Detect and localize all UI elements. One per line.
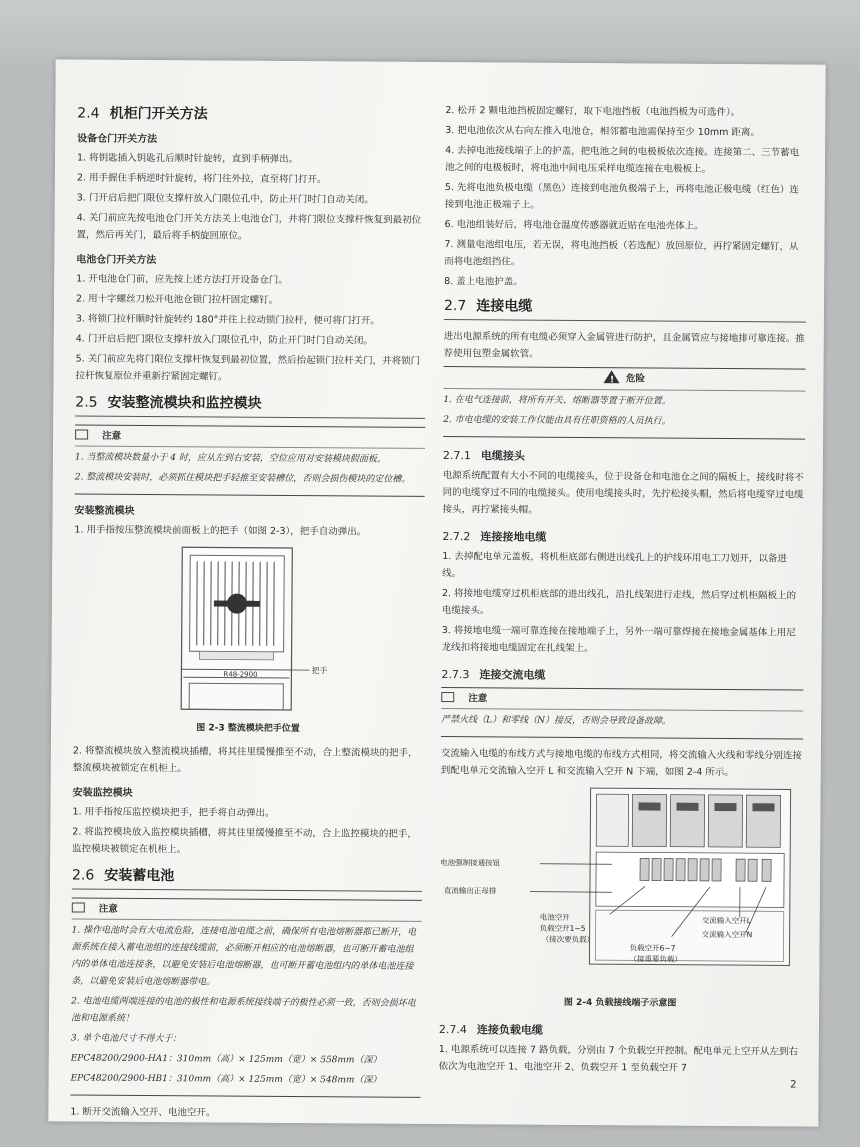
paragraph: 2. 用手握住手柄逆时针旋转，将门往外拉，直至将门打开。 — [76, 172, 327, 186]
battery-door-title: 电池仓门开关方法 — [76, 254, 157, 267]
note-item: 2. 整流模块安装时，必须抓住模块把手轻推至安装槽位，否则会损伤模块的定位槽。 — [74, 472, 411, 485]
paragraph: 4. 门开启后把门限位支撑杆放入门限位孔中，防止开门时门自动关闭。 — [75, 333, 373, 347]
figure-caption: 图 2-3 整流模块把手位置 — [196, 723, 300, 735]
paragraph: 5. 关门前应先将门限位支撑杆恢复到最初位置，然后抬起锁门拉杆关门，并将锁门拉杆恢复原位并重新拧紧固定螺钉。 — [75, 353, 421, 383]
paragraph: 进出电源系统的所有电缆必须穿入金属管进行防护，且金属管应与接地排可靠连接。推荐使用包塑金属软管。 — [443, 331, 805, 360]
section-2-7-4-heading: 2.7.4 连接负载电缆 — [438, 1023, 543, 1037]
paragraph: 1. 用手指按压整流模块前面板上的把手（如图 2-3），把手自动弹出。 — [74, 524, 367, 538]
paragraph: 2. 用十字螺丝刀松开电池仓锁门拉杆固定螺钉。 — [76, 293, 279, 306]
section-2-4-heading: 2.4 机柜门开关方法 — [77, 105, 208, 123]
paragraph: 1. 电源系统可以连接 7 路负载，分别由 7 个负载空开控制。配电单元上空开从左到右依次为电池空开 1、电池空开 2、负载空开 1 至负载空开 7 — [438, 1044, 799, 1074]
paragraph: 2. 将整流模块放入整流模块插槽，将其往里缓慢推至不动，合上整流模块的把手，整流模块被锁定在机柜上。 — [72, 745, 418, 775]
note-item: 2. 电池电缆两端连接的电池的极性和电源系统接线端子的极性必须一致，否则会损坏电池和电源系统！ — [70, 996, 416, 1024]
paragraph: 1. 断开交流输入空开、电池空开。 — [70, 1106, 216, 1119]
note-icon — [441, 692, 454, 702]
figure-2-4 — [439, 785, 803, 1014]
paragraph: 3. 把电池依次从右向左推入电池仓，相邻蓄电池需保持至少 10mm 距离。 — [445, 125, 760, 139]
paragraph: 3. 将接地电缆一端可靠连接在接地端子上，另外一端可靠焊接在接地金属基体上用尼龙线扣将接地电缆固定在扎线架上。 — [441, 625, 796, 655]
label-load-breaker-1-5: 负载空开1~5 — [539, 923, 586, 934]
paragraph: 3. 门开启后把门限位支撑杆放入门限位孔中，防止开门时门自动关闭。 — [76, 192, 374, 206]
paragraph: 7. 测量电池组电压，若无误，将电池挡板（若选配）放回原位，再拧紧固定螺钉，从而将电池组挡住。 — [444, 239, 799, 268]
page-number: 2 — [790, 1079, 797, 1091]
install-rect-title: 安装整流模块 — [74, 505, 135, 517]
right-column — [439, 102, 808, 1081]
note-item: 严禁火线（L）和零线（N）接反，否则会导致设备故障。 — [441, 715, 672, 727]
note-item: 1. 操作电池时会有大电流危险，连接电池电缆之前，确保所有电池熔断器都已断开，电源系统在接入蓄电池组的连接线缆前，必须断开相应的电池熔断器，也可断开蓄电池组内的单体电池连接条，以避免安装后电池熔断器，也可断开蓄电池组内的单体电池连接条，以避免安装后电池熔断器带电。 — [71, 925, 417, 988]
figure-2-3 — [73, 544, 424, 738]
document-page — [48, 59, 825, 1126]
danger-item: 2. 市电电缆的安装工作仅能由具有任职资格的人员执行。 — [443, 415, 671, 427]
label-load-breaker-6-7: 负载空开6~7 — [629, 943, 676, 953]
label-battery-force-button: 电池强制接通按钮 — [440, 858, 501, 868]
note-heading: 注意 — [72, 900, 422, 921]
paragraph: 1. 开电池仓门前，应先按上述方法打开设备仓门。 — [76, 273, 288, 286]
section-2-5-heading: 2.5 安装整流模块和监控模块 — [75, 394, 425, 418]
battery-spec: EPC48200/2900-HB1：310mm（高）× 125mm（宽）× 548mm（深） — [70, 1073, 382, 1086]
warning-icon — [604, 370, 620, 383]
paragraph: 电源系统配置有大小不同的电缆接头，位于设备仓和电池仓之间的隔板上，接线时将不同的电缆穿过不同的电缆接头。使用电缆接头时，先拧松接头帽，然后将电缆穿过电缆接头，再拧紧接头帽。 — [442, 470, 804, 516]
paragraph: 5. 先将电池负极电缆（黑色）连接到电池负极端子上，再将电池正极电缆（红色）连接到电池正极端子上。 — [444, 182, 799, 211]
install-mon-title: 安装监控模块 — [72, 787, 133, 799]
paragraph: 交流输入电缆的布线方式与接地电缆的布线方式相同，将交流输入火线和零线分别连接到配电单元交流输入空开 L 和交流输入空开 N 下端，如图 2-4 所示。 — [440, 748, 802, 779]
paragraph: 2. 将接地电缆穿过机柜底部的进出线孔，沿扎线架进行走线，然后穿过机柜隔板上的电缆接头。 — [441, 588, 797, 617]
paragraph: 6. 电池组装好后，将电池仓温度传感器就近贴在电池壳体上。 — [444, 219, 704, 232]
paragraph: 4. 关门前应先按电池仓门开关方法关上电池仓门，并将门限位支撑杆恢复到最初位置，然后再关门，最后将手柄旋回原位。 — [76, 212, 422, 242]
paragraph: 1. 将钥匙插入钥匙孔后顺时针旋转，直到手柄弹出。 — [76, 152, 299, 166]
paragraph: 1. 去掉配电单元盖板，将机柜底部右侧进出线孔上的护线环用电工刀划开，以备进线。 — [442, 551, 787, 580]
section-2-7-heading: 2.7 连接电缆 — [444, 298, 806, 323]
label-ac-input-l: 交流输入空开L — [701, 915, 751, 926]
left-column — [70, 99, 427, 1125]
note-box — [75, 424, 425, 496]
paragraph: 1. 用手指按压监控模块把手，把手将自动弹出。 — [72, 806, 275, 819]
paragraph: 8. 盖上电池护盖。 — [444, 276, 523, 288]
danger-box — [443, 366, 805, 440]
note-box — [441, 687, 803, 740]
danger-heading: !危险 — [443, 369, 805, 392]
note-item: 3. 单个电池尺寸不得大于： — [70, 1033, 182, 1045]
section-2-7-2-heading: 2.7.2 连接接地电缆 — [442, 530, 547, 544]
label-dc-positive-bus: 直流输出正母排 — [443, 886, 497, 896]
note-box — [70, 897, 421, 1097]
paragraph: 2. 将监控模块放入监控模块插槽，将其往里缓慢推至不动，合上监控模块的把手，监控模块被锁定在机柜上。 — [72, 826, 417, 856]
paragraph: 4. 去掉电池接线端子上的护盖，把电池之间的电极板依次连接。连接第二、三节蓄电池之间的电极板时，将电池中间电压采样电缆连接在电极板上。 — [444, 145, 800, 175]
note-heading: 注意 — [441, 690, 803, 712]
equip-door-title: 设备仓门开关方法 — [77, 133, 158, 146]
note-icon — [72, 902, 85, 912]
danger-item: 1. 在电气连接前，将所有开关、熔断器等置于断开位置。 — [443, 395, 671, 407]
note-heading: 注意 — [75, 427, 425, 448]
handle-label: 把手 — [311, 666, 328, 676]
paragraph: 2. 松开 2 颗电池挡板固定螺钉，取下电池挡板（电池挡板为可选件）。 — [445, 105, 741, 119]
label-secondary-load: （接次要负载） — [541, 934, 595, 945]
paragraph: 3. 将锁门拉杆顺时针旋转约 180°并往上拉动锁门拉杆，便可将门打开。 — [75, 313, 380, 327]
label-ac-input-n: 交流输入空开N — [701, 929, 753, 940]
section-2-7-3-heading: 2.7.3 连接交流电缆 — [441, 668, 546, 682]
section-2-7-1-heading: 2.7.1 电缆接头 — [442, 449, 526, 463]
distribution-unit-drawing — [439, 785, 802, 988]
figure-caption: 图 2-4 负载接线端子示意图 — [563, 997, 677, 1009]
module-model-label: R48-2900 — [223, 670, 258, 679]
note-item: 1. 当整流模块数量小于 4 时，应从左到右安装，空位应用对安装模块假面板。 — [74, 452, 386, 465]
note-icon — [75, 429, 88, 439]
label-battery-breaker: 电池空开 — [539, 912, 570, 922]
label-primary-load: （接重要负载） — [629, 954, 682, 964]
rectifier-module-drawing — [73, 544, 424, 712]
section-2-6-heading: 2.6 安装蓄电池 — [72, 867, 422, 891]
battery-spec: EPC48200/2900-HA1：310mm（高）× 125mm（宽）× 558mm（深） — [70, 1053, 382, 1066]
